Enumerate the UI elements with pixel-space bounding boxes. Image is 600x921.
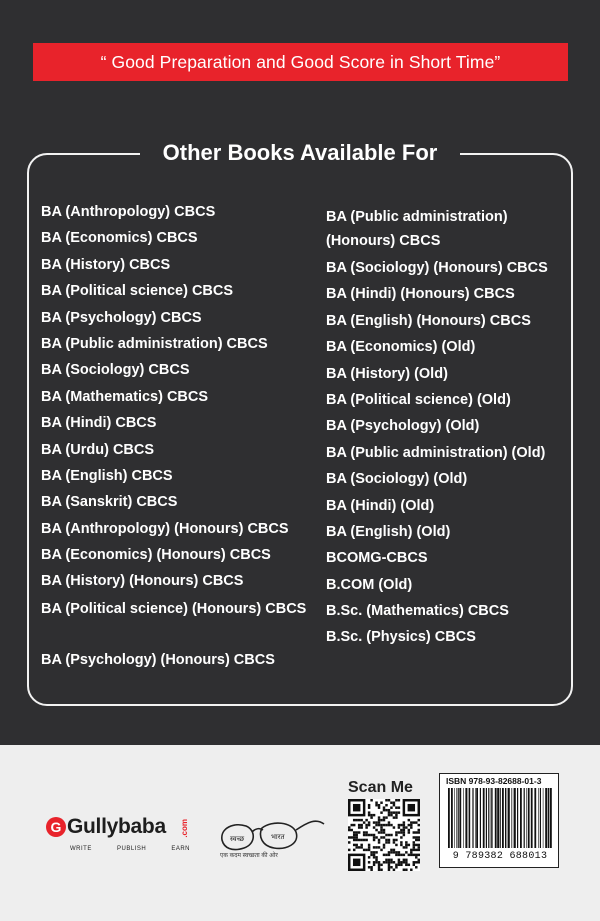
isbn-barcode-box [439, 773, 559, 868]
book-item: BA (Anthropology) (Honours) CBCS [41, 520, 289, 537]
tagline-write: WRITE [70, 846, 92, 852]
book-item: BA (English) CBCS [41, 467, 173, 484]
tagline-publish: PUBLISH [116, 846, 147, 852]
book-item: BA (Sociology) (Old) [326, 471, 468, 488]
book-item: BA (English) (Honours) CBCS [326, 312, 531, 329]
book-item: BA (Economics) (Old) [326, 339, 476, 356]
book-item: BA (Economics) CBCS [41, 230, 198, 247]
quote-banner [33, 43, 568, 81]
panel-title: Other Books Available For [140, 135, 460, 171]
book-item: BA (Hindi) (Old) [326, 497, 435, 514]
book-item: BA (Psychology) CBCS [41, 309, 202, 326]
swachh-left-text: स्वच्छ [230, 835, 245, 843]
left-book-list [41, 199, 311, 673]
book-item: BA (Anthropology) CBCS [41, 204, 216, 220]
book-item: BA (Sanskrit) CBCS [41, 494, 178, 511]
book-item: BA (Psychology) (Old) [326, 418, 480, 435]
book-item: BA (History) (Old) [326, 365, 448, 382]
book-item: BA (Political science) (Honours) CBCS [41, 600, 307, 617]
isbn-number: 9 789382 688013 [452, 851, 548, 862]
book-item: BA (Political science) CBCS [41, 283, 234, 300]
book-item: BA (Economics) (Honours) CBCS [41, 547, 271, 564]
logo-name: Gullybaba [67, 815, 166, 838]
quote-text: “ Good Preparation and Good Score in Short Time” [100, 51, 501, 72]
book-item: BA (Public administration) (Honours) CBCS [326, 209, 508, 249]
isbn-label: ISBN 978-93-82688-01-3 [446, 776, 542, 786]
book-item: BA (Hindi) CBCS [41, 415, 157, 432]
book-item: BCOMG-CBCS [326, 550, 428, 567]
qr-code-icon[interactable] [348, 799, 420, 871]
scan-me-label: Scan Me [348, 779, 413, 796]
tagline-earn: EARN [171, 846, 190, 852]
book-item: BA (Political science) (Old) [326, 391, 511, 408]
book-item: BA (Hindi) (Honours) CBCS [326, 286, 515, 303]
barcode-icon [446, 788, 552, 848]
book-item: BA (Sociology) (Honours) CBCS [326, 260, 548, 276]
book-item: BA (Public administration) CBCS [41, 335, 268, 352]
book-item: BA (Urdu) CBCS [41, 441, 155, 458]
book-item: BA (History) CBCS [41, 256, 171, 273]
logo-taglines [70, 846, 190, 852]
right-book-list [326, 203, 576, 651]
swachh-right-text: भारत [271, 833, 285, 841]
logo-dotcom: .com [180, 819, 189, 838]
logo-mark-icon: G [46, 817, 66, 837]
swachh-slogan: एक कदम स्वच्छता की ओर [220, 853, 278, 859]
book-item: BA (Mathematics) CBCS [41, 388, 209, 405]
book-item: B.Sc. (Physics) CBCS [326, 629, 476, 646]
book-item: B.COM (Old) [326, 576, 413, 593]
book-item: BA (English) (Old) [326, 523, 451, 540]
book-item: BA (Public administration) (Old) [326, 444, 546, 461]
book-item: BA (History) (Honours) CBCS [41, 573, 244, 590]
book-item: B.Sc. (Mathematics) CBCS [326, 603, 509, 620]
book-item: BA (Sociology) CBCS [41, 362, 190, 379]
book-item: BA (Psychology) (Honours) CBCS [41, 651, 275, 668]
